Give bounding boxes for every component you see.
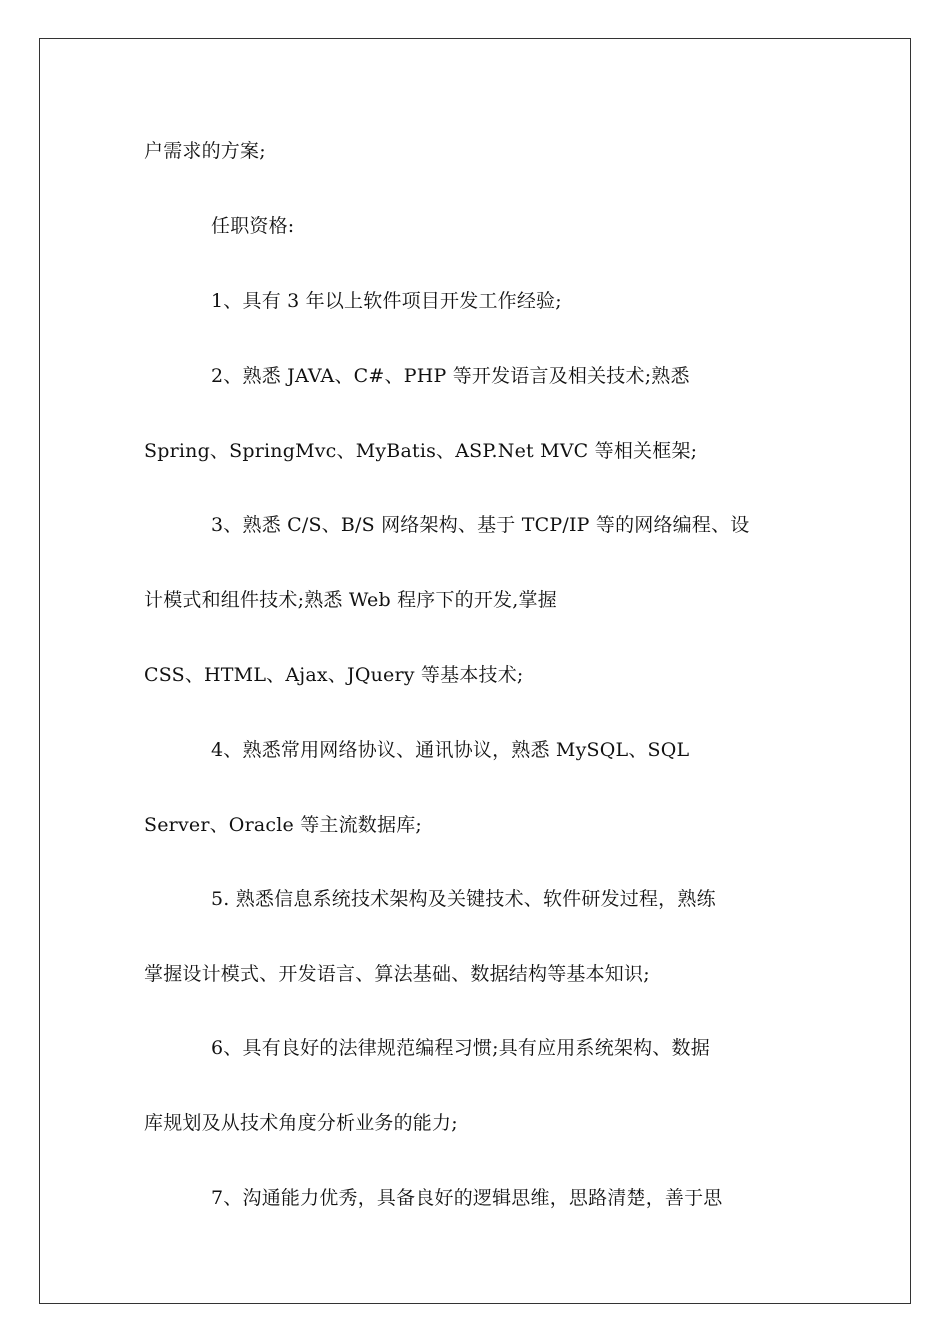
requirement-item-6-continued: 库规划及从技术角度分析业务的能力; bbox=[144, 1112, 458, 1134]
requirement-item-3: 3、熟悉 C/S、B/S 网络架构、基于 TCP/IP 等的网络编程、设 bbox=[211, 514, 750, 536]
section-heading-qualifications: 任职资格: bbox=[211, 215, 295, 237]
requirement-item-6: 6、具有良好的法律规范编程习惯;具有应用系统架构、数据 bbox=[211, 1037, 710, 1059]
requirement-item-5-continued: 掌握设计模式、开发语言、算法基础、数据结构等基本知识; bbox=[144, 963, 650, 985]
requirement-item-5: 5. 熟悉信息系统技术架构及关键技术、软件研发过程，熟练 bbox=[211, 888, 716, 910]
requirement-item-1: 1、具有 3 年以上软件项目开发工作经验; bbox=[211, 290, 562, 312]
requirement-item-2: 2、熟悉 JAVA、C#、PHP 等开发语言及相关技术;熟悉 bbox=[211, 365, 690, 387]
requirement-item-3-continued: 计模式和组件技术;熟悉 Web 程序下的开发,掌握 bbox=[144, 589, 557, 611]
requirement-item-7: 7、沟通能力优秀，具备良好的逻辑思维，思路清楚，善于思 bbox=[211, 1187, 723, 1209]
requirement-item-4: 4、熟悉常用网络协议、通讯协议，熟悉 MySQL、SQL bbox=[211, 739, 690, 761]
requirement-item-4-continued: Server、Oracle 等主流数据库; bbox=[144, 814, 422, 836]
text-line-1: 户需求的方案; bbox=[144, 140, 266, 162]
requirement-item-3-continued-2: CSS、HTML、Ajax、JQuery 等基本技术; bbox=[144, 664, 524, 686]
requirement-item-2-continued: Spring、SpringMvc、MyBatis、ASP.Net MVC 等相关框架; bbox=[144, 440, 698, 462]
